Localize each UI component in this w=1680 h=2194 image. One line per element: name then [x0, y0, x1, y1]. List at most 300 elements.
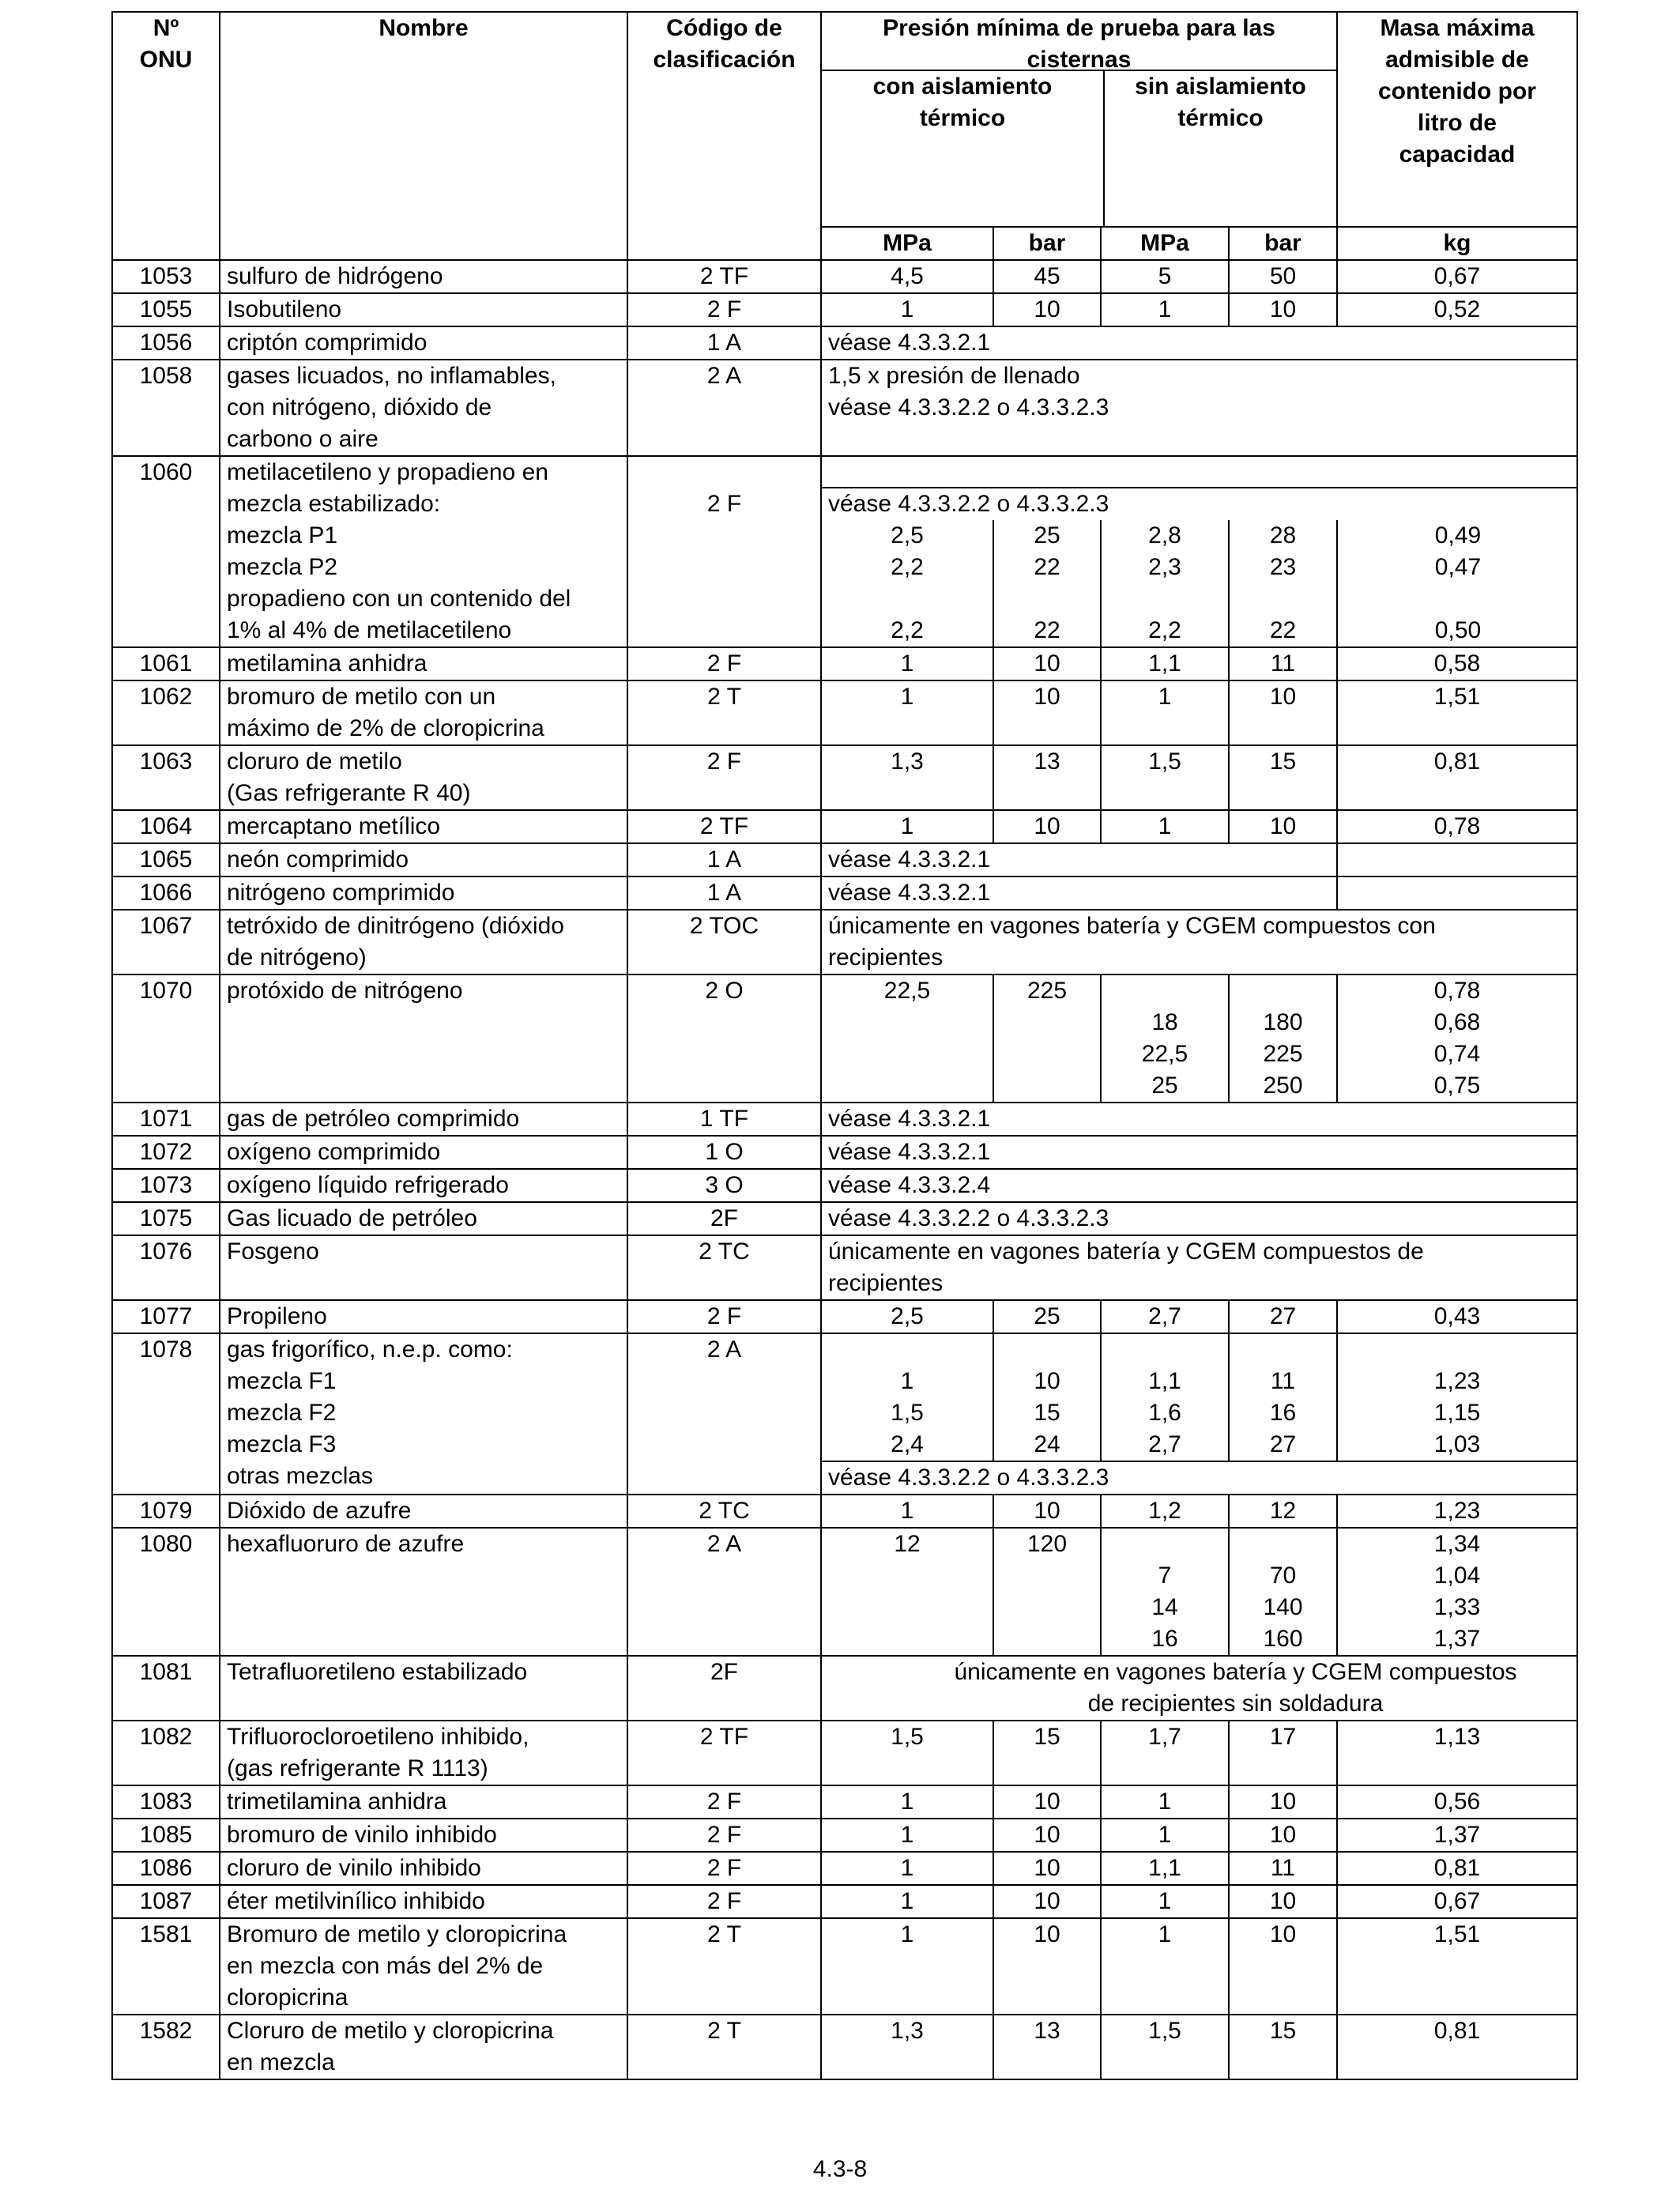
- bar-with-insulation-line: 15: [1034, 1724, 1060, 1750]
- table-row: [112, 2015, 1577, 2079]
- substance-name: [220, 1300, 627, 1333]
- substance-name-line: carbono o aire: [227, 426, 379, 452]
- bar-without-insulation-line: 10: [1269, 1888, 1297, 1914]
- bar-without-insulation-line: 12: [1269, 1498, 1297, 1524]
- mpa-without-insulation: [1101, 1785, 1229, 1819]
- unit-kg: kg: [1337, 227, 1577, 260]
- pressure-note-line: véase 4.3.3.2.1: [828, 846, 991, 873]
- substance-name-line: mezcla F1: [227, 1368, 337, 1394]
- table-row: [112, 974, 1577, 1103]
- bar-with-insulation: [993, 810, 1101, 843]
- table-row: [112, 326, 1577, 360]
- substance-name-line: Fosgeno: [227, 1238, 319, 1265]
- substance-name: [220, 1785, 627, 1819]
- mpa-without-insulation: [1101, 1918, 1229, 2015]
- substance-name-line: Bromuro de metilo y cloropicrina: [227, 1921, 567, 1947]
- classification-code: 2 F: [627, 293, 821, 326]
- classification-code: 2 F: [627, 1785, 821, 1819]
- bar-with-insulation-line: [1000, 1334, 1094, 1366]
- mpa-with-insulation: [821, 810, 993, 843]
- table-row: [112, 1495, 1577, 1528]
- max-mass-line: 0,78: [1433, 978, 1481, 1004]
- max-mass: [1337, 293, 1577, 326]
- table-row: [112, 1785, 1577, 1819]
- bar-with-insulation-line: 10: [1034, 1921, 1060, 1947]
- mpa-without-insulation: [1102, 520, 1230, 647]
- bar-without-insulation-line: 11: [1270, 650, 1296, 677]
- substance-name-line: nitrógeno comprimido: [227, 880, 455, 906]
- pressure-note-line: véase 4.3.3.2.1: [828, 1139, 991, 1165]
- max-mass: [1337, 2015, 1577, 2079]
- bar-with-insulation-line: 25: [1034, 522, 1060, 548]
- max-mass-line: 0,81: [1433, 2018, 1481, 2044]
- bar-with-insulation-line: 10: [1034, 1888, 1060, 1914]
- un-number: 1085: [112, 1819, 220, 1852]
- pressure-note-line: 1,5 x presión de llenado: [828, 363, 1080, 389]
- max-mass-line: 1,51: [1433, 1921, 1481, 1947]
- substance-name: [220, 360, 627, 456]
- un-number: 1080: [112, 1528, 220, 1656]
- bar-without-insulation-line: 10: [1269, 1921, 1297, 1947]
- bar-without-insulation: [1229, 1333, 1337, 1461]
- un-number: 1077: [112, 1300, 220, 1333]
- un-number: 1081: [112, 1656, 220, 1721]
- un-number: 1071: [112, 1103, 220, 1136]
- mpa-with-insulation: [821, 1852, 993, 1885]
- bar-without-insulation: [1229, 1528, 1337, 1656]
- mpa-without-insulation: [1101, 974, 1229, 1103]
- bar-without-insulation-line: 250: [1263, 1072, 1303, 1099]
- mpa-without-insulation-line: 14: [1151, 1594, 1178, 1620]
- bar-with-insulation: [993, 1885, 1101, 1918]
- max-mass-line: 0,52: [1433, 296, 1481, 322]
- substance-name: [220, 1852, 627, 1885]
- table-row: [112, 456, 1577, 647]
- bar-with-insulation-line: 10: [1034, 1822, 1060, 1848]
- bar-with-insulation-line: 22: [1034, 554, 1060, 580]
- table-row: [112, 1819, 1577, 1852]
- un-number: 1087: [112, 1885, 220, 1918]
- max-mass-line: 0,43: [1433, 1303, 1481, 1329]
- table-row: [112, 1721, 1577, 1785]
- bar-with-insulation-line: 10: [1034, 1855, 1060, 1881]
- substance-name: [220, 293, 627, 326]
- bar-without-insulation: [1229, 1495, 1337, 1528]
- substance-name-line: Trifluorocloroetileno inhibido,: [227, 1724, 529, 1750]
- bar-with-insulation: [993, 647, 1101, 680]
- max-mass-line: 1,23: [1433, 1498, 1481, 1524]
- bar-without-insulation: [1229, 1852, 1337, 1885]
- max-mass-line: 0,49: [1434, 522, 1482, 548]
- substance-name-line: Propileno: [227, 1303, 327, 1329]
- bar-with-insulation-line: 10: [1034, 296, 1060, 322]
- mpa-without-insulation-line: 1,1: [1148, 650, 1181, 677]
- max-mass-line: 0,50: [1434, 617, 1482, 643]
- bar-with-insulation: [993, 1721, 1101, 1785]
- header-without-insulation: sin aislamiento térmico: [1135, 74, 1306, 131]
- bar-with-insulation-line: 225: [1026, 978, 1068, 1004]
- substance-name: [220, 1136, 627, 1169]
- mpa-with-insulation: [821, 1721, 993, 1785]
- substance-name-line: metilacetileno y propadieno en: [227, 459, 548, 485]
- mpa-without-insulation-line: [1108, 1529, 1222, 1560]
- classification-code: 1 TF: [627, 1103, 821, 1136]
- bar-without-insulation-line: 11: [1270, 1368, 1296, 1394]
- pressure-note-line: recipientes: [828, 944, 944, 971]
- max-mass-line: 0,81: [1433, 1855, 1481, 1881]
- mpa-without-insulation: [1101, 1721, 1229, 1785]
- substance-name-line: cloruro de vinilo inhibido: [227, 1855, 481, 1881]
- mpa-with-insulation: [821, 745, 993, 810]
- classification-code: 1 A: [627, 843, 821, 876]
- bar-without-insulation-line: 10: [1269, 813, 1297, 839]
- classification-code: 2 TC: [627, 1235, 821, 1300]
- substance-name-line: tetróxido de dinitrógeno (dióxido: [227, 913, 564, 939]
- substance-name-line: Isobutileno: [227, 296, 342, 322]
- substance-name: [220, 876, 627, 910]
- max-mass-line: 0,81: [1433, 748, 1481, 775]
- bar-with-insulation-line: 10: [1034, 813, 1060, 839]
- un-number: 1064: [112, 810, 220, 843]
- bar-without-insulation-line: 10: [1269, 1822, 1297, 1848]
- un-number: 1066: [112, 876, 220, 910]
- un-number: 1581: [112, 1918, 220, 2015]
- bar-without-insulation: [1229, 1785, 1337, 1819]
- mpa-with-insulation-line: 1,3: [891, 748, 924, 775]
- header-onu: Nº ONU: [112, 12, 220, 260]
- mpa-with-insulation-line: 1: [900, 1855, 914, 1881]
- table-row: [112, 1333, 1577, 1461]
- bar-without-insulation-line: 28: [1269, 522, 1297, 548]
- un-number: 1073: [112, 1169, 220, 1202]
- mpa-without-insulation-line: 1: [1158, 296, 1172, 322]
- mpa-with-insulation-line: 4,5: [891, 263, 924, 289]
- un-number: 1060: [112, 456, 220, 647]
- substance-name-line: Tetrafluoretileno estabilizado: [227, 1659, 528, 1685]
- un-number: 1082: [112, 1721, 220, 1785]
- un-number: 1067: [112, 910, 220, 974]
- mpa-with-insulation: [821, 1785, 993, 1819]
- mpa-without-insulation: [1101, 1495, 1229, 1528]
- substance-name-line: criptón comprimido: [227, 330, 428, 356]
- bar-with-insulation: [993, 745, 1101, 810]
- table-row: [112, 1852, 1577, 1885]
- max-mass: [1337, 810, 1577, 843]
- bar-without-insulation: [1230, 520, 1338, 647]
- max-mass-line: 1,51: [1433, 684, 1481, 710]
- substance-name: [220, 1656, 627, 1721]
- substance-name-line: (Gas refrigerante R 40): [227, 780, 471, 806]
- bar-with-insulation-line: 13: [1034, 748, 1060, 775]
- pressure-note-line: únicamente en vagones batería y CGEM compuestos con: [828, 913, 1436, 939]
- mpa-with-insulation: [821, 1885, 993, 1918]
- substance-name-line: (gas refrigerante R 1113): [227, 1755, 488, 1781]
- substance-name-line: Cloruro de metilo y cloropicrina: [227, 2018, 554, 2044]
- mpa-with-insulation-line: 1: [900, 1888, 914, 1914]
- bar-without-insulation-line: 140: [1263, 1594, 1303, 1620]
- table-row: [112, 1169, 1577, 1202]
- pressure-note: [821, 1656, 1577, 1721]
- substance-name-line: gases licuados, no inflamables,: [227, 363, 556, 389]
- substance-name: [220, 1819, 627, 1852]
- substance-name-line: oxígeno comprimido: [227, 1139, 441, 1165]
- mpa-with-insulation: [821, 1528, 993, 1656]
- un-number: 1086: [112, 1852, 220, 1885]
- max-mass: [1337, 1333, 1577, 1461]
- pressure-note: [821, 876, 1337, 910]
- un-number: 1076: [112, 1235, 220, 1300]
- unit-bar-with: bar: [993, 227, 1101, 260]
- bar-without-insulation: [1229, 745, 1337, 810]
- max-mass-line: 0,67: [1433, 1888, 1481, 1914]
- max-mass: [1337, 1885, 1577, 1918]
- mpa-without-insulation-line: 1: [1158, 1921, 1172, 1947]
- mpa-with-insulation-line: 12: [894, 1531, 921, 1557]
- mpa-without-insulation-line: 1,6: [1148, 1400, 1181, 1426]
- mpa-with-insulation: [821, 680, 993, 745]
- table-row: [112, 1918, 1577, 2015]
- bar-with-insulation-line: 25: [1034, 1303, 1060, 1329]
- mpa-with-insulation: [821, 1918, 993, 2015]
- substance-name: [220, 260, 627, 293]
- pressure-note: [821, 1136, 1577, 1169]
- substance-name-line: otras mezclas: [227, 1463, 374, 1489]
- substance-name: [220, 1528, 627, 1656]
- table-row: [112, 647, 1577, 680]
- mpa-without-insulation: [1101, 1819, 1229, 1852]
- mpa-without-insulation-line: 22,5: [1141, 1041, 1188, 1067]
- substance-name: [220, 1103, 627, 1136]
- pressure-note: [821, 326, 1577, 360]
- max-mass: [1337, 1300, 1577, 1333]
- bar-without-insulation: [1229, 1918, 1337, 2015]
- bar-with-insulation-line: 10: [1034, 1789, 1060, 1815]
- substance-name-line: Gas licuado de petróleo: [227, 1205, 477, 1231]
- bar-without-insulation-line: 15: [1269, 2018, 1297, 2044]
- substance-name: [220, 1918, 627, 2015]
- bar-without-insulation-line: 10: [1269, 1789, 1297, 1815]
- bar-with-insulation: [993, 1785, 1101, 1819]
- page-number: 4.3-8: [812, 2156, 868, 2182]
- bar-without-insulation-line: [1236, 1334, 1330, 1366]
- table-row: [112, 293, 1577, 326]
- pressure-note: [821, 1202, 1577, 1235]
- bar-with-insulation: [993, 1918, 1101, 2015]
- substance-name-line: sulfuro de hidrógeno: [227, 263, 443, 289]
- un-number: 1062: [112, 680, 220, 745]
- max-mass-line: 1,23: [1433, 1368, 1481, 1394]
- mpa-with-insulation: [821, 260, 993, 293]
- substance-name-line: en mezcla con más del 2% de: [227, 1953, 544, 1979]
- bar-without-insulation: [1229, 810, 1337, 843]
- bar-without-insulation-line: [1236, 1529, 1330, 1560]
- mpa-with-insulation: [821, 1495, 993, 1528]
- substance-name: [220, 647, 627, 680]
- pressure-note: [821, 360, 1577, 456]
- table-row: [112, 260, 1577, 293]
- max-mass: [1337, 974, 1577, 1103]
- classification-code: 1 A: [627, 876, 821, 910]
- classification-code: 2 F: [627, 647, 821, 680]
- mpa-without-insulation-line: 18: [1151, 1009, 1178, 1035]
- max-mass: [1337, 1495, 1577, 1528]
- substance-name-line: metilamina anhidra: [227, 650, 428, 677]
- mpa-without-insulation: [1101, 1885, 1229, 1918]
- un-number: 1070: [112, 974, 220, 1103]
- table-row: [112, 1136, 1577, 1169]
- bar-without-insulation-line: 15: [1269, 748, 1297, 775]
- substance-name: [220, 326, 627, 360]
- max-mass-line: [1344, 1334, 1570, 1366]
- pressure-note: [821, 1169, 1577, 1202]
- substance-name: [220, 1495, 627, 1528]
- mpa-without-insulation: [1101, 1528, 1229, 1656]
- table-row: [112, 876, 1577, 910]
- substance-name: [220, 456, 627, 647]
- substance-name-line: 1% al 4% de metilacetileno: [227, 617, 512, 643]
- mass-empty: [1337, 843, 1577, 876]
- max-mass-line: 1,03: [1433, 1431, 1481, 1457]
- substance-name: [220, 745, 627, 810]
- mpa-with-insulation-line: 1: [900, 1368, 914, 1394]
- table-row: [112, 843, 1577, 876]
- max-mass: [1337, 1819, 1577, 1852]
- un-number: 1056: [112, 326, 220, 360]
- mpa-with-insulation: [821, 974, 993, 1103]
- mpa-with-insulation-line: 2,5: [891, 522, 924, 548]
- mpa-without-insulation-line: 1,5: [1148, 748, 1181, 775]
- pressure-note: véase 4.3.3.2.2 o 4.3.3.2.3: [821, 1461, 1577, 1495]
- mpa-with-insulation: [821, 1333, 993, 1461]
- bar-without-insulation: [1229, 260, 1337, 293]
- table-row: [112, 360, 1577, 456]
- classification-code: 2 TF: [627, 1721, 821, 1785]
- mpa-without-insulation-line: 1,2: [1148, 1498, 1181, 1524]
- substance-name: [220, 810, 627, 843]
- header-name: Nombre: [220, 12, 627, 260]
- bar-with-insulation-line: 10: [1034, 650, 1060, 677]
- unit-bar-without: bar: [1229, 227, 1337, 260]
- mpa-without-insulation: [1101, 647, 1229, 680]
- un-number: 1079: [112, 1495, 220, 1528]
- mpa-with-insulation-line: 1: [900, 813, 914, 839]
- classification-code: 2 TF: [627, 260, 821, 293]
- bar-without-insulation: [1229, 293, 1337, 326]
- bar-with-insulation-line: 24: [1034, 1431, 1060, 1457]
- bar-with-insulation: [993, 1852, 1101, 1885]
- mpa-without-insulation-line: 1,7: [1148, 1724, 1181, 1750]
- mpa-without-insulation: [1101, 293, 1229, 326]
- bar-without-insulation-line: 22: [1269, 617, 1297, 643]
- classification-code: 2 T: [627, 1918, 821, 2015]
- max-mass: [1337, 1918, 1577, 2015]
- max-mass-line: 0,56: [1433, 1789, 1481, 1815]
- mpa-without-insulation-line: 1: [1158, 1789, 1172, 1815]
- pressure-note-line: véase 4.3.3.2.4: [828, 1172, 991, 1198]
- substance-name-line: Dióxido de azufre: [227, 1498, 412, 1524]
- bar-with-insulation-line: 22: [1034, 617, 1060, 643]
- max-mass-line: 1,33: [1433, 1594, 1481, 1620]
- table-row: [112, 745, 1577, 810]
- bar-with-insulation-line: 10: [1034, 684, 1060, 710]
- un-number: 1055: [112, 293, 220, 326]
- bar-with-insulation-line: 10: [1034, 1498, 1060, 1524]
- bar-with-insulation: [993, 1300, 1101, 1333]
- substance-name-line: éter metilvinílico inhibido: [227, 1888, 485, 1914]
- mpa-with-insulation-line: [822, 583, 993, 615]
- bar-without-insulation: [1229, 2015, 1337, 2079]
- classification-code: 2 F: [627, 1819, 821, 1852]
- bar-without-insulation-line: [1236, 975, 1330, 1007]
- substance-name-line: cloruro de metilo: [227, 748, 402, 775]
- bar-without-insulation-line: 11: [1270, 1855, 1296, 1881]
- substance-name: [220, 1169, 627, 1202]
- mpa-with-insulation: [821, 293, 993, 326]
- bar-without-insulation-line: 180: [1263, 1009, 1303, 1035]
- bar-without-insulation-line: [1230, 583, 1336, 615]
- mpa-without-insulation: [1101, 680, 1229, 745]
- bar-with-insulation-line: 120: [1026, 1531, 1068, 1557]
- mpa-without-insulation-line: 25: [1151, 1072, 1178, 1099]
- mpa-without-insulation-line: 1: [1158, 1888, 1172, 1914]
- substance-name: [220, 910, 627, 974]
- max-mass: [1337, 1785, 1577, 1819]
- mpa-without-insulation-line: 2,7: [1148, 1431, 1181, 1457]
- substance-name-line: cloropicrina: [227, 1985, 348, 2011]
- classification-code: 2 F: [627, 1852, 821, 1885]
- bar-with-insulation-line: 15: [1034, 1400, 1060, 1426]
- bar-without-insulation-line: 10: [1269, 296, 1297, 322]
- pressure-note-line: recipientes: [828, 1270, 944, 1296]
- mpa-with-insulation-line: 1: [900, 684, 914, 710]
- max-mass: [1337, 1528, 1577, 1656]
- mpa-without-insulation-line: 2,3: [1148, 554, 1181, 580]
- max-mass-line: 0,78: [1433, 813, 1481, 839]
- max-mass-line: [1338, 583, 1578, 615]
- bar-with-insulation: [993, 1819, 1101, 1852]
- bar-without-insulation: [1229, 1721, 1337, 1785]
- max-mass: [1338, 520, 1578, 647]
- header-code: Código de clasificación: [627, 12, 821, 260]
- mpa-without-insulation-line: 1: [1158, 1822, 1172, 1848]
- mpa-with-insulation: [821, 2015, 993, 2079]
- bar-without-insulation: [1229, 1885, 1337, 1918]
- substance-name-line: gas frigorífico, n.e.p. como:: [227, 1336, 513, 1363]
- header-mass: Masa máxima admisible de contenido por litro de capacidad: [1337, 12, 1577, 227]
- bar-with-insulation: [993, 1495, 1101, 1528]
- bar-without-insulation-line: 10: [1269, 684, 1297, 710]
- substance-name: [220, 843, 627, 876]
- mpa-without-insulation-line: [1102, 583, 1228, 615]
- max-mass: [1337, 1721, 1577, 1785]
- un-number: 1072: [112, 1136, 220, 1169]
- un-number: 1078: [112, 1333, 220, 1495]
- max-mass: [1337, 745, 1577, 810]
- mpa-with-insulation-line: 2,5: [891, 1303, 924, 1329]
- mpa-without-insulation-line: 5: [1158, 263, 1172, 289]
- bar-without-insulation-line: 17: [1269, 1724, 1297, 1750]
- un-number: 1058: [112, 360, 220, 456]
- classification-code: 2 F: [627, 1885, 821, 1918]
- bar-without-insulation-line: 50: [1269, 263, 1297, 289]
- un-number: 1065: [112, 843, 220, 876]
- mpa-with-insulation-line: 22,5: [883, 978, 931, 1004]
- pressure-note: [821, 1103, 1577, 1136]
- substance-name-line: mezcla P2: [227, 554, 338, 580]
- max-mass-line: 0,58: [1433, 650, 1481, 677]
- mpa-with-insulation-line: [828, 1334, 986, 1366]
- un-number: 1582: [112, 2015, 220, 2079]
